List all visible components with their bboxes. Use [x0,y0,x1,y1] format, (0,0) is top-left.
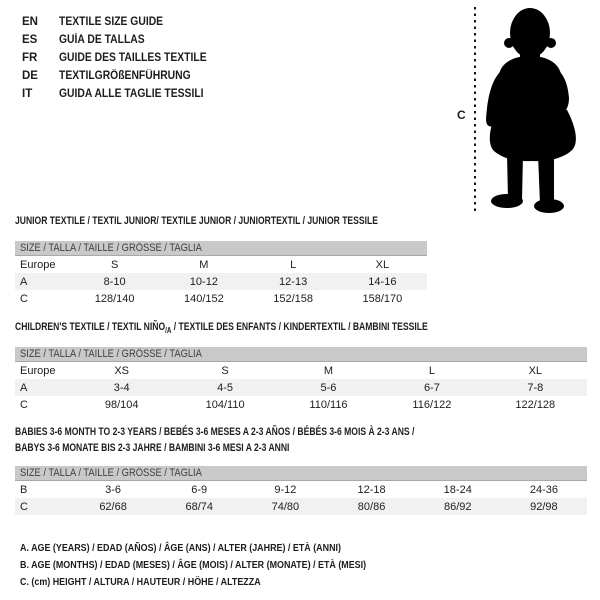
childrens-textile-section [15,321,587,413]
baby-silhouette-icon [480,4,595,214]
footnote-b: B. AGE (MONTHS) / EDAD (MESES) / ÂGE (MOIS) / ALTER (MONATE) / ETÀ (MESI) [20,559,367,571]
language-code: IT [22,88,33,100]
language-title: GUIDE DES TAILLES TEXTILE [59,52,207,64]
size-cell: 9-12 [274,483,297,496]
size-cell: 152/158 [273,292,313,305]
table-row [15,379,587,396]
row-label: C [20,500,28,513]
table-row [15,256,427,273]
table-row [15,273,427,290]
height-dashed-line [474,7,476,213]
size-cell: 98/104 [104,398,139,411]
size-cell: XL [375,258,390,271]
size-cell: 5-6 [320,381,337,394]
size-cell: 18-24 [443,483,472,496]
table-row [15,290,427,307]
language-row [22,85,223,103]
section-title: BABIES 3-6 MONTH TO 2-3 YEARS / BEBÉS 3-6 MESES A 2-3 AÑOS / BÉBÉS 3-6 MOIS À 2-3 ANS / BABYS 3-6 MONATE BIS 2-3 JAHRE / BAMBINI 3-6 MESI A 2-3 ANNI [15,426,415,454]
row-label: C [20,398,28,411]
size-cell: S [110,258,119,271]
size-cell: L [290,258,297,271]
size-cell: 140/152 [183,292,224,305]
footnotes [15,540,427,591]
language-row [22,49,223,67]
junior-textile-section [15,215,427,307]
size-cell: 128/140 [94,292,135,305]
language-code: EN [22,16,38,28]
language-title: TEXTILE SIZE GUIDE [59,16,164,28]
size-cell: 110/116 [309,398,348,411]
size-cell: S [221,364,229,377]
language-code: DE [22,70,38,82]
babies-textile-section [15,424,587,515]
size-cell: XL [528,364,543,377]
size-cell: 92/98 [530,500,558,513]
size-cell: L [428,364,435,377]
size-cell: 122/128 [515,398,556,411]
language-title: TEXTILGRÖßENFÜHRUNG [59,70,191,82]
row-label: B [20,483,28,496]
row-label: C [20,292,28,305]
section-title: JUNIOR TEXTILE / TEXTIL JUNIOR/ TEXTILE JUNIOR / JUNIORTEXTIL / JUNIOR TESSILE [15,215,378,227]
size-cell: 68/74 [185,500,213,513]
row-label: A [20,275,28,288]
section-title: CHILDREN'S TEXTILE / TEXTIL $NIÑO_{/A}$ / TEXTILE DES ENFANTS / KINDERTEXTIL / BAMBINI TESSILE [15,321,428,336]
size-cell: 158/170 [362,292,403,305]
footnote-c: C. (cm) HEIGHT / ALTURA / HAUTEUR / HÖHE / ALTEZZA [20,576,261,588]
language-row [22,67,223,85]
size-cell: 116/122 [412,398,452,411]
language-title: GUIDA ALLE TAGLIE TESSILI [59,88,204,100]
table-row [15,498,587,515]
size-cell: 80/86 [357,500,386,513]
language-code: ES [22,34,38,46]
row-label: A [20,381,28,394]
language-code: FR [22,52,38,64]
size-cell: 74/80 [271,500,300,513]
size-cell: 24-36 [529,483,558,496]
size-cell: 3-4 [113,381,130,394]
size-cell: 86/92 [443,500,472,513]
size-cell: 14-16 [368,275,397,288]
language-row [22,13,223,31]
size-cell: M [323,364,334,377]
size-cell: 6-7 [423,381,440,394]
language-row [22,31,223,49]
row-label: Europe [20,258,56,271]
size-cell: 10-12 [189,275,218,288]
footnote-a: A. AGE (YEARS) / EDAD (AÑOS) / ÂGE (ANS) / ALTER (JAHRE) / ETÀ (ANNI) [20,542,341,554]
size-cell: 12-18 [357,483,386,496]
size-cell: 7-8 [527,381,544,394]
size-cell: 4-5 [217,381,234,394]
language-title: GUÍA DE TALLAS [59,34,145,46]
table-row [15,481,587,498]
row-label: Europe [20,364,56,377]
height-marker-label: C [457,108,466,122]
size-cell: M [199,258,209,271]
size-cell: 62/68 [99,500,127,513]
size-header-bar: SIZE / TALLA / TAILLE / GRÖSSE / TAGLIA [15,241,427,256]
size-header-bar: SIZE / TALLA / TAILLE / GRÖSSE / TAGLIA [15,466,587,481]
size-cell: 8-10 [103,275,126,288]
size-cell: 12-13 [279,275,308,288]
size-cell: 3-6 [105,483,122,496]
size-header-bar: SIZE / TALLA / TAILLE / GRÖSSE / TAGLIA [15,347,587,362]
size-cell: 104/110 [205,398,245,411]
language-header [22,13,223,103]
table-row [15,362,587,379]
size-cell: XS [114,364,130,377]
size-cell: 6-9 [191,483,208,496]
table-row [15,396,587,413]
